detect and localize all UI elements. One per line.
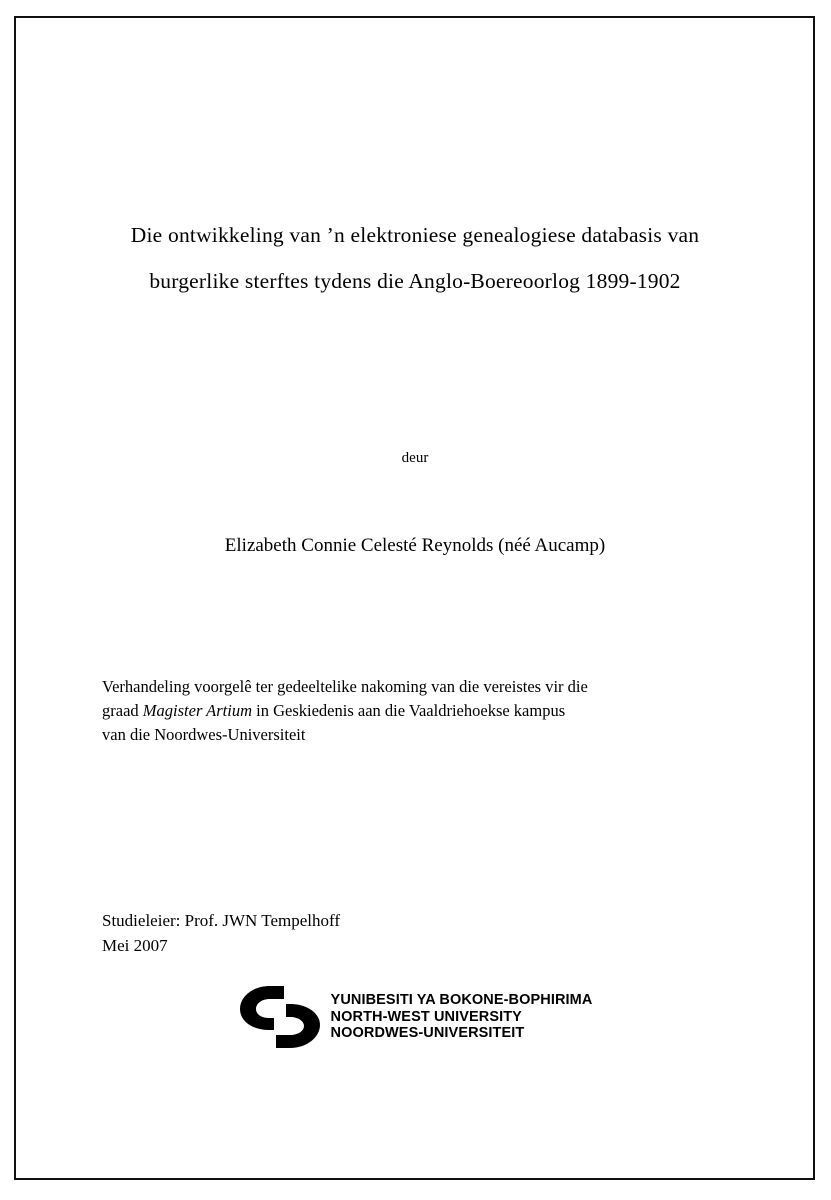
degree-statement-line-2-post: in Geskiedenis aan die Vaaldriehoekse kampus [252, 701, 566, 720]
date-line: Mei 2007 [102, 936, 168, 955]
title-line-1: Die ontwikkeling van ’n elektroniese genealogiese databasis van [130, 223, 700, 247]
logo-text-line-1: YUNIBESITI YA BOKONE-BOPHIRIMA [330, 992, 593, 1009]
supervisor-block [102, 908, 728, 958]
author-name: Elizabeth Connie Celesté Reynolds (néé Aucamp) [224, 535, 606, 556]
logo-text-line-3: NOORDWES-UNIVERSITEIT [330, 1025, 525, 1042]
university-logo [95, 984, 735, 1050]
degree-statement-line-2 [102, 699, 728, 723]
logo-text-line-2: NORTH-WEST UNIVERSITY [330, 1008, 522, 1025]
title-line-2: burgerlike sterftes tydens die Anglo-Boereoorlog 1899-1902 [149, 269, 681, 293]
byline-word: deur [401, 450, 429, 466]
degree-statement [102, 675, 728, 747]
north-west-university-logo-icon [238, 984, 322, 1050]
degree-statement-line-2-pre: graad [102, 701, 143, 720]
degree-statement-line-1: Verhandeling voorgelê ter gedeeltelike nakoming van die vereistes vir die [102, 677, 588, 696]
university-logo-text [331, 992, 593, 1042]
degree-statement-line-3: van die Noordwes-Universiteit [102, 725, 306, 744]
document-title [95, 212, 735, 304]
degree-name: Magister Artium [142, 701, 253, 720]
supervisor-line: Studieleier: Prof. JWN Tempelhoff [102, 911, 341, 930]
page-content [95, 16, 735, 1180]
